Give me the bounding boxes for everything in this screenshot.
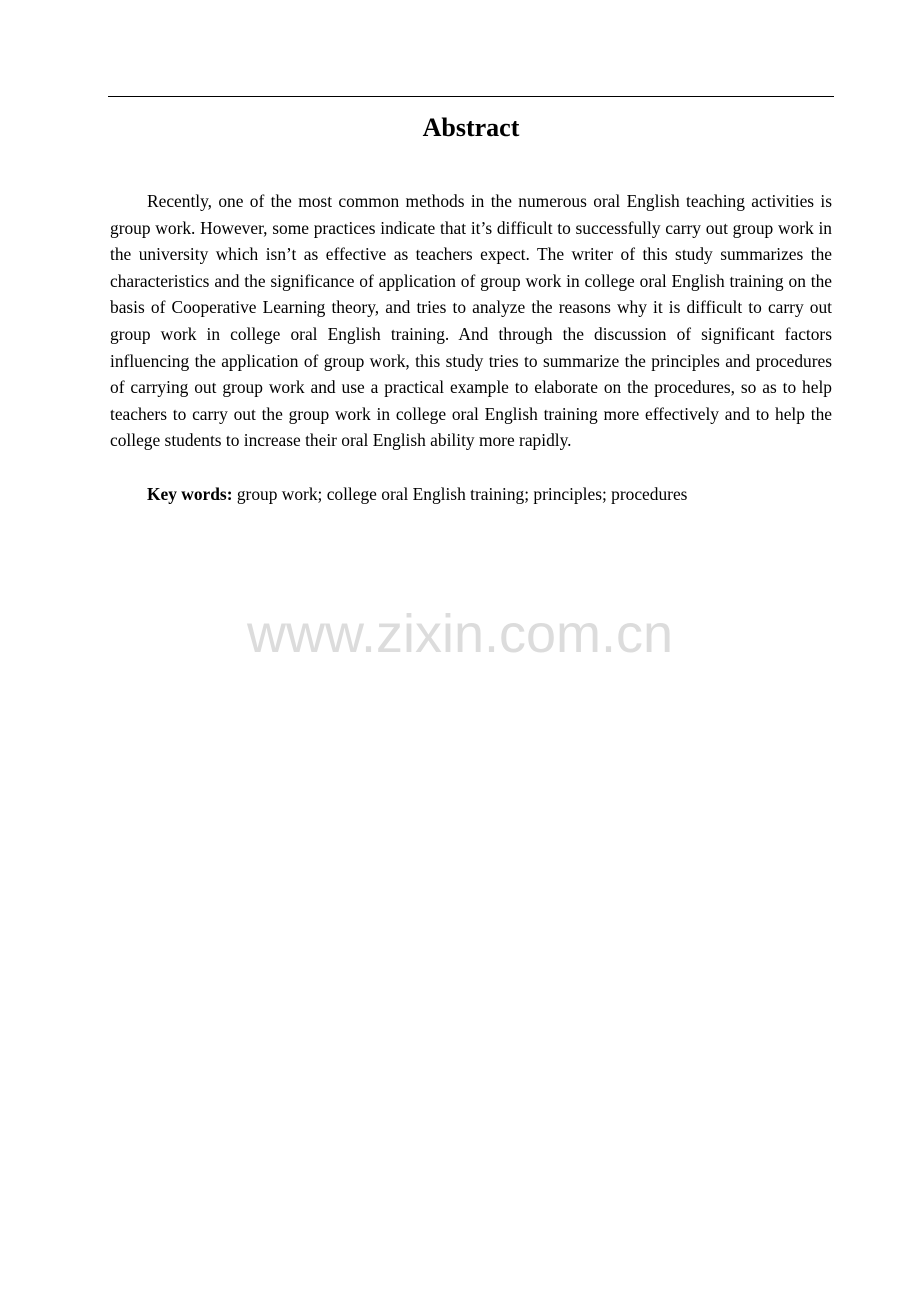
keywords-text: group work; college oral English training; principles; procedures: [232, 484, 688, 504]
abstract-title: Abstract: [422, 113, 520, 142]
keywords-label: Key words:: [147, 484, 233, 504]
watermark: www.zixin.com.cn: [246, 604, 674, 664]
header-rule: [108, 96, 834, 97]
abstract-paragraph: Recently, one of the most common methods in the numerous oral English teaching activities is group work. However, some practices indicate that it’s difficult to successfully carry out group work in the university which isn’t as effective as teachers expect. The writer of this study summarizes the characteristics and the significance of application of group work in college oral English training on the basis of Cooperative Learning theory, and tries to analyze the reasons why it is difficult to carry out group work in college oral English training. And through the discussion of significant factors influencing the application of group work, this study tries to summarize the principles and procedures of carrying out group work and use a practical example to elaborate on the procedures, so as to help teachers to carry out the group work in college oral English training more effectively and to help the college students to increase their oral English ability more rapidly.: [110, 191, 832, 451]
keywords-line: [110, 481, 832, 508]
